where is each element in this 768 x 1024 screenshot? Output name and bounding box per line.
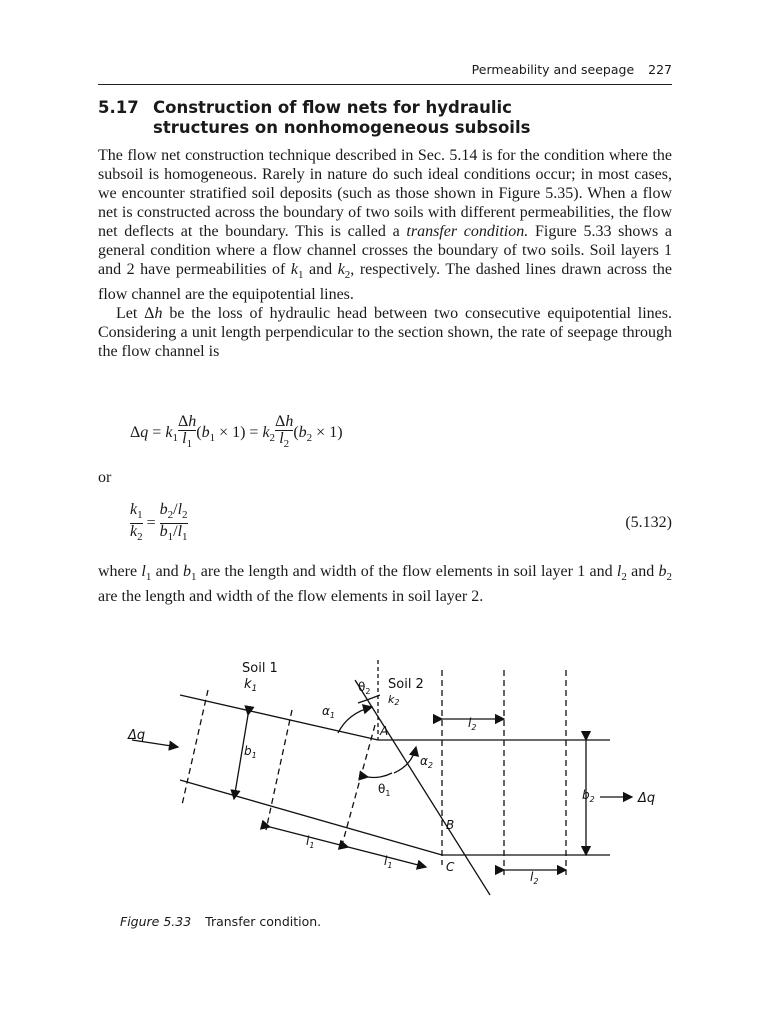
p1-text-b: Figure 5.33 shows a general condition where a flow channel crosses the boundary of two soils. Soil layers 1 and 2 have permeabilities of [98, 223, 673, 278]
sub-1: 1 [298, 269, 304, 282]
paragraph-3: where $l_1$ and $b_1$ are the length and width of the flow elements in soil layer 1 and $l_2$ and $b_2$ are the length and width of the flow elements in soil layer 2. [98, 563, 672, 606]
figure-transfer-condition [120, 655, 680, 910]
p3-text-1: where [98, 563, 142, 580]
soil2-label: Soil 2 [388, 677, 424, 692]
paragraph-3-block [98, 562, 672, 606]
caption-text: Transfer condition. [205, 914, 322, 929]
l1-label-2: $l_1$ [384, 854, 393, 870]
sub-2: 2 [344, 269, 351, 282]
flow-in-label: Δq [128, 728, 146, 743]
k2-label: k2 [388, 693, 400, 707]
p3-text-2: and [151, 563, 183, 580]
flow-line-top-soil1 [180, 695, 378, 740]
p1-text-a: The flow net construction technique described in Sec. 5.14 is for the condition where the subsoil is homogeneous. Rarely in nature do such ideal conditions occur; in most cases, we encounter stratified soil deposits (such as those shown in Figure 5.35). When a flow net is constructed across the boundary of two soils with different permeabilities, the flow net deflects at the boundary. This is called a [98, 147, 672, 240]
p1-emphasis: transfer condition. [406, 223, 529, 240]
running-title: Permeability and seepage [471, 62, 635, 77]
l2-label-top: $l_2$ [468, 716, 477, 732]
paragraph-2 [98, 304, 672, 361]
point-c-label: C [446, 860, 455, 874]
p3-text-5: are the length and width of the flow elements in soil layer 2. [98, 588, 484, 606]
section-number: 5.17 [98, 98, 139, 117]
p1-text-c: and [303, 261, 338, 278]
point-b-label: B [446, 818, 455, 832]
page-number: 227 [648, 62, 672, 77]
equipotential-line [266, 710, 292, 830]
running-head [98, 62, 672, 85]
theta1-arc [368, 773, 392, 778]
equation-number: (5.132) [625, 514, 672, 531]
section-title-line1: Construction of flow nets for hydraulic [153, 98, 512, 117]
var-k: k [337, 261, 345, 278]
l2-label-bottom: $l_2$ [530, 870, 539, 886]
section-heading [98, 98, 678, 138]
soil-boundary-line [355, 680, 490, 895]
equipotential-line [342, 725, 375, 845]
body-text-block [98, 146, 672, 361]
or-line [98, 468, 672, 487]
or-word: or [98, 469, 112, 486]
p2-text-b: be the loss of hydraulic head between two consecutive equipotential lines. Considering a unit length perpendicular to the section shown, the rate of seepage through the flow channel is [98, 305, 672, 361]
p3-text-3: are the length and width of the flow elements in soil layer 1 and [196, 563, 617, 580]
b2-label: $b_2$ [582, 788, 595, 804]
var-k: k [290, 261, 299, 278]
p2-text-a: Let Δ [116, 305, 155, 323]
soil1-label: Soil 1 [242, 661, 278, 676]
theta2-label: $\theta_2$ [358, 680, 371, 696]
point-a-label: A [380, 724, 389, 738]
var-h: h [154, 305, 163, 323]
alpha2-label: $\alpha_2$ [420, 754, 434, 770]
theta1-label: $\theta_1$ [378, 782, 391, 798]
l1-label-1: $l_1$ [306, 834, 315, 850]
figure-caption [120, 914, 321, 929]
p3-text-4: and [626, 563, 659, 580]
equation-seepage: $\Delta q = k_1$ $\frac{\Delta h}{l_1}$ $(b_1 \times 1) = k_2$ $\frac{\Delta h}{l_2}$ $(b_2 \times 1)$ [130, 413, 343, 451]
equation-5-132: $\frac{k_1}{k_2}$ = $\frac{b_2/l_2}{b_1/l_1}$ [130, 501, 188, 544]
caption-label: Figure 5.33 [120, 914, 192, 929]
paragraph-1 [98, 146, 672, 304]
flow-out-label: Δq [638, 791, 656, 806]
k1-label: $k_1$ [244, 677, 258, 694]
alpha1-label: $\alpha_1$ [322, 704, 336, 720]
section-title-line2: structures on nonhomogeneous subsoils [153, 118, 531, 137]
p1-text-d: , respectively. The dashed lines drawn across the flow channel are the equipotential lines. [98, 261, 673, 304]
alpha1-arc [338, 707, 372, 733]
b1-label: $b_1$ [244, 744, 257, 760]
equipotential-line [182, 690, 208, 805]
